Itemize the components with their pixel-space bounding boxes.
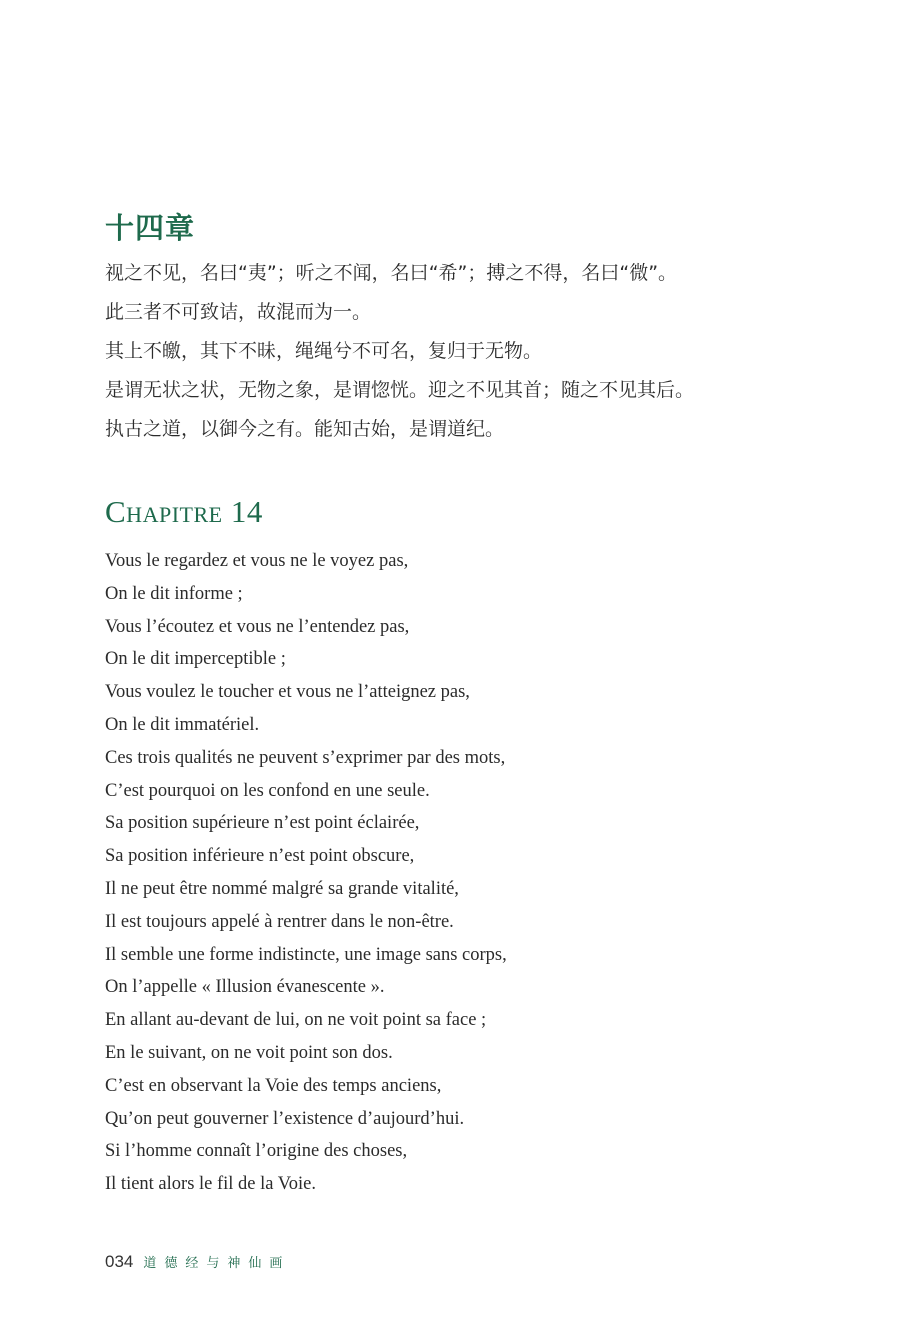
french-chapter-title: Chapitre 14: [105, 494, 263, 529]
page-footer: [105, 1252, 290, 1272]
chinese-line: 其上不皦，其下不昧，绳绳兮不可名，复归于无物。: [105, 340, 543, 362]
french-line: Sa position inférieure n’est point obscure,: [105, 846, 415, 867]
chinese-text: [105, 254, 805, 449]
french-line: Il est toujours appelé à rentrer dans le non-être.: [105, 911, 454, 932]
french-line: Qu’on peut gouverner l’existence d’aujourd’hui.: [105, 1108, 465, 1129]
french-line: Si l’homme connaît l’origine des choses,: [105, 1141, 408, 1162]
french-line: Vous voulez le toucher et vous ne l’atteignez pas,: [105, 682, 470, 703]
french-line: On le dit imperceptible ;: [105, 649, 286, 670]
page-number: 034: [105, 1252, 134, 1271]
french-line: C’est en observant la Voie des temps anciens,: [105, 1075, 442, 1096]
french-line: Il tient alors le fil de la Voie.: [105, 1174, 316, 1195]
chinese-line: 此三者不可致诘，故混而为一。: [105, 301, 372, 323]
french-line: Vous le regardez et vous ne le voyez pas,: [105, 551, 409, 571]
french-line: Ces trois qualités ne peuvent s’exprimer par des mots,: [105, 747, 506, 768]
french-line: Il ne peut être nommé malgré sa grande vitalité,: [105, 878, 459, 899]
french-line: En allant au-devant de lui, on ne voit point sa face ;: [105, 1010, 487, 1031]
running-book-title: 道德经与神仙画: [143, 1256, 291, 1271]
french-line: On le dit informe ;: [105, 583, 243, 604]
french-line: En le suivant, on ne voit point son dos.: [105, 1042, 393, 1063]
french-line: Il semble une forme indistincte, une image sans corps,: [105, 944, 507, 965]
chinese-line: 执古之道，以御今之有。能知古始，是谓道纪。: [105, 418, 505, 440]
french-line: Vous l’écoutez et vous ne l’entendez pas,: [105, 616, 410, 637]
french-line: On l’appelle « Illusion évanescente ».: [105, 977, 385, 998]
chinese-line: 是谓无状之状，无物之象，是谓惚恍。迎之不见其首；随之不见其后。: [105, 379, 695, 401]
french-text: [105, 545, 825, 1201]
chinese-line: 视之不见，名曰“夷”；听之不闻，名曰“希”；搏之不得，名曰“微”。: [105, 262, 678, 284]
french-line: Sa position supérieure n’est point éclairée,: [105, 813, 420, 834]
chinese-chapter-title: 十四章: [105, 211, 196, 245]
french-line: C’est pourquoi on les confond en une seule.: [105, 780, 430, 801]
french-line: On le dit immatériel.: [105, 714, 260, 735]
